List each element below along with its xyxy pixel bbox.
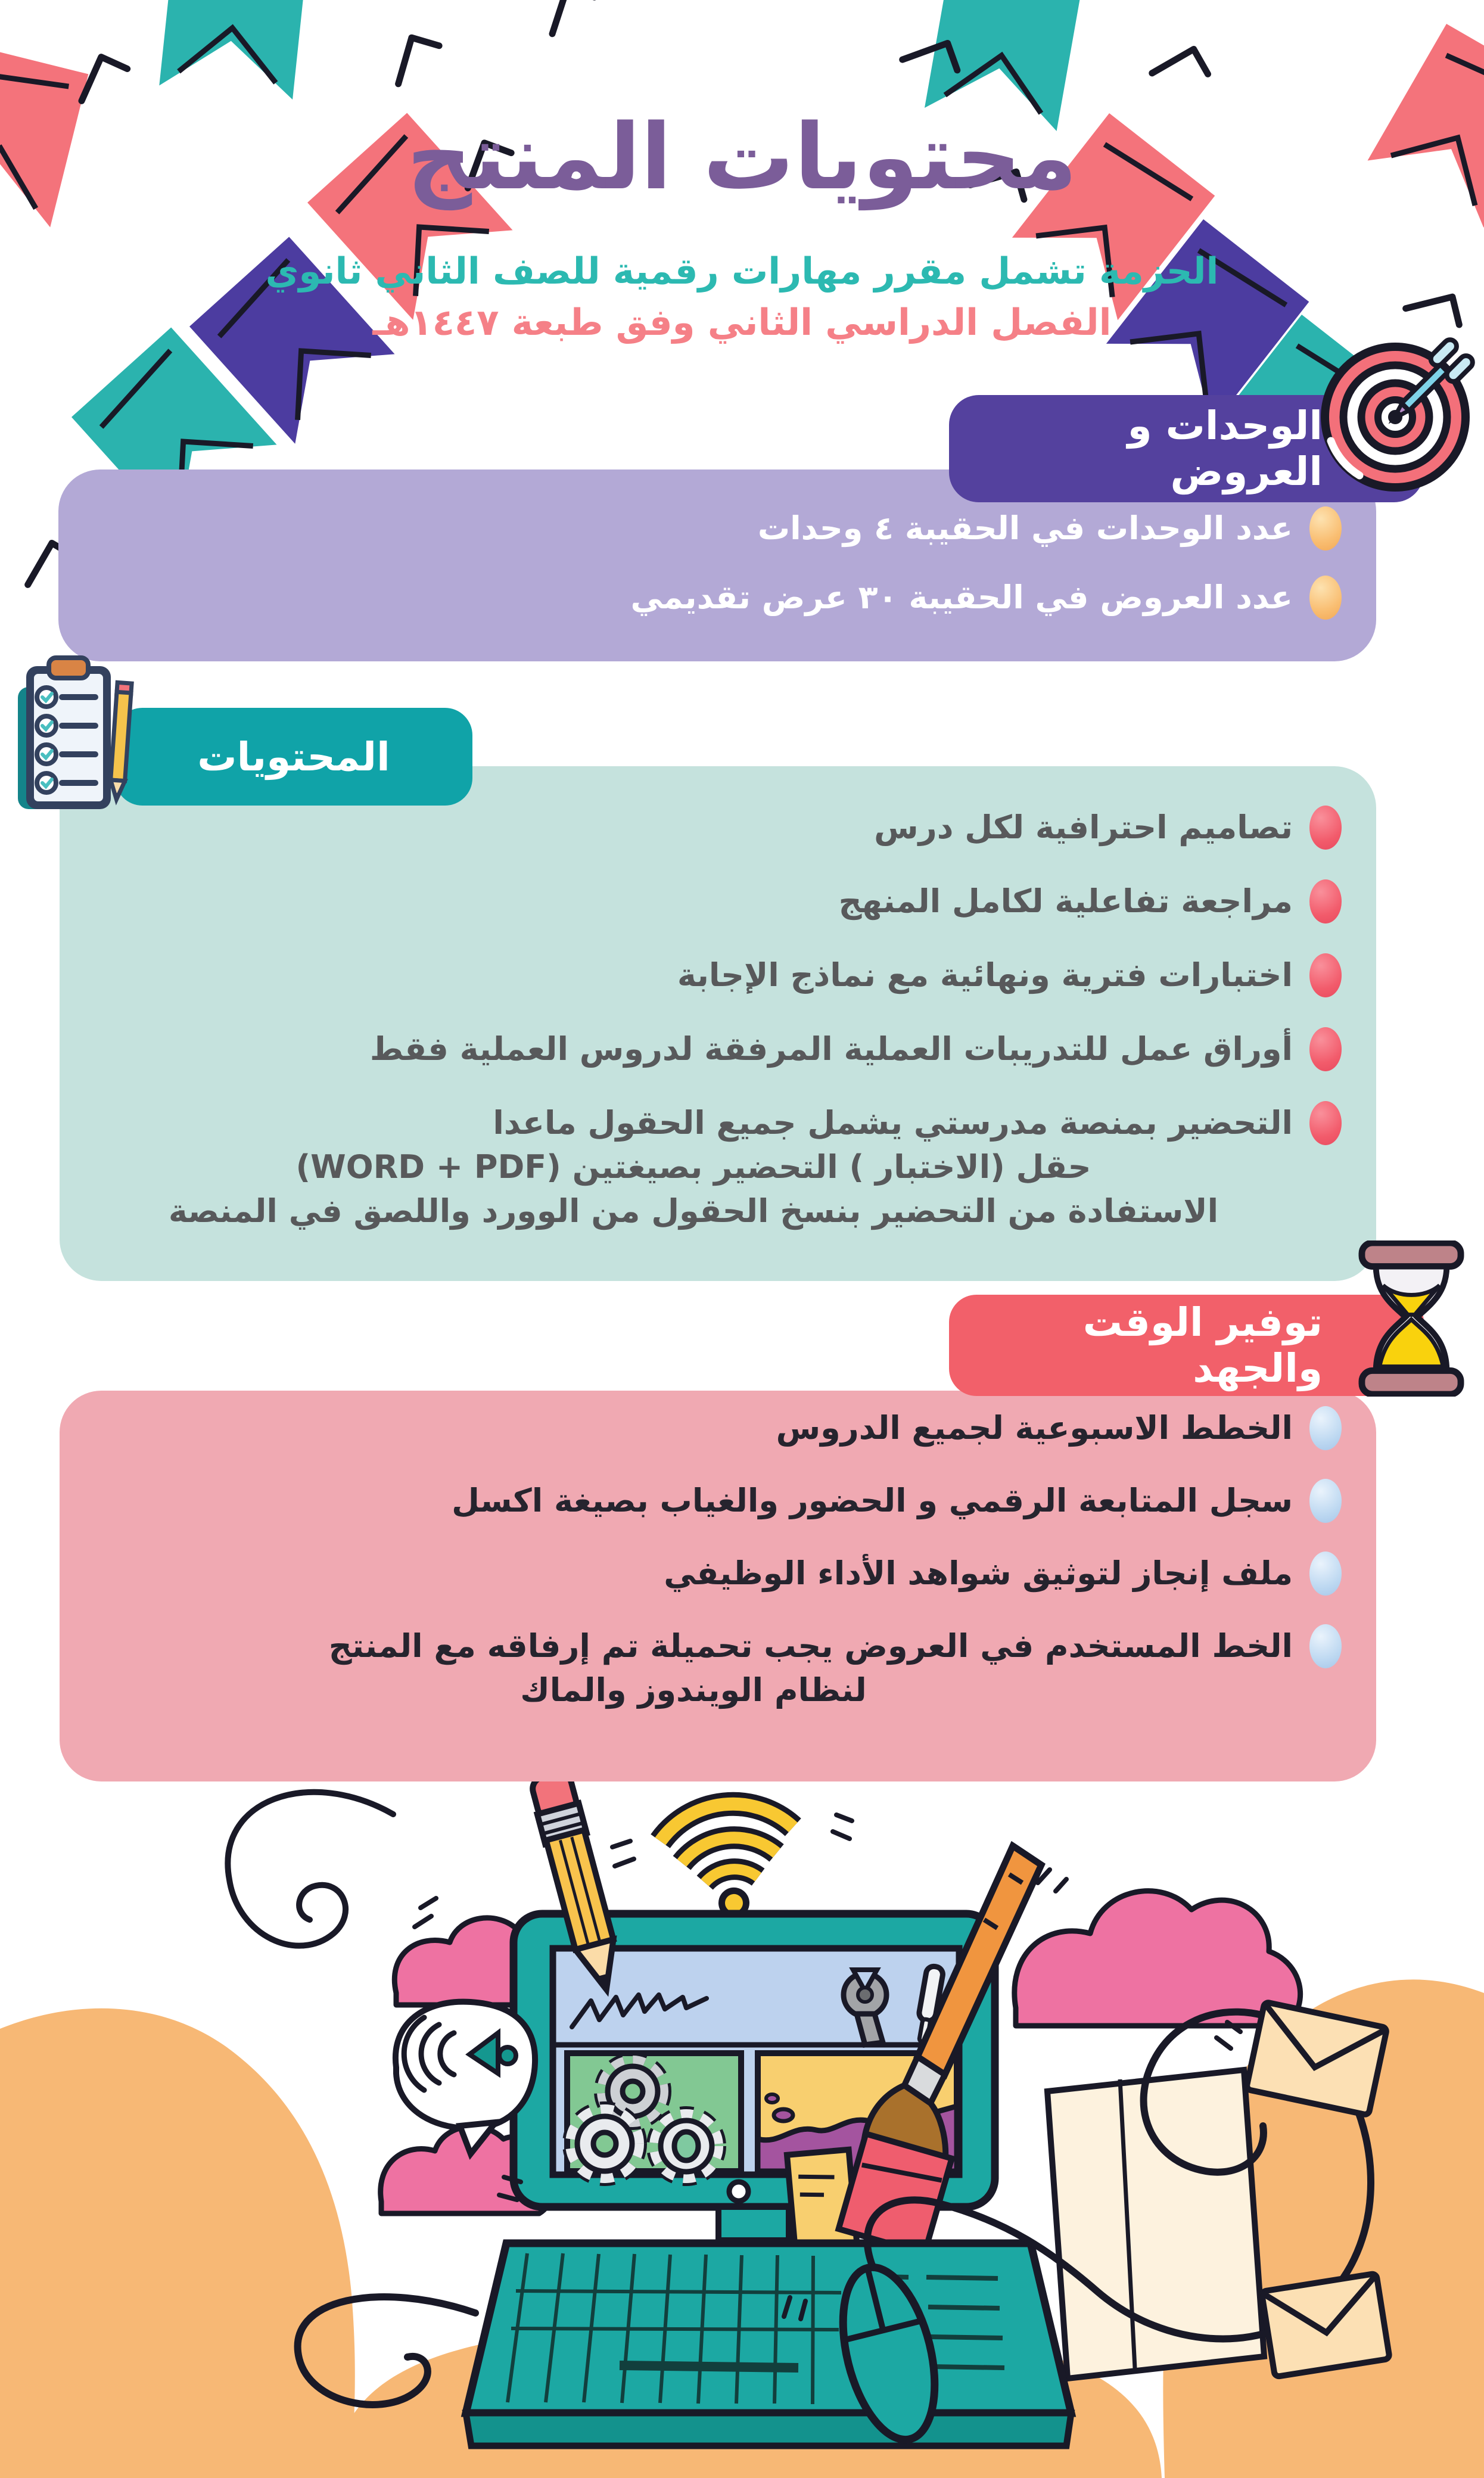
list-item-text: أوراق عمل للتدريبات العملية المرفقة لدروس العملية فقط	[369, 1030, 1293, 1068]
dartboard-target-icon	[1303, 325, 1484, 509]
list-item	[94, 1101, 1342, 1233]
list-item-text: ملف إنجاز لتوثيق شواهد الأداء الوظيفي	[664, 1554, 1293, 1592]
keyboard-icon	[466, 2243, 1071, 2446]
list-item-text: حقل (الاختبار ) التحضير بصيغتين (WORD + PDF)	[295, 1148, 1091, 1186]
section-header-contents	[115, 708, 472, 806]
swirl-line	[228, 1792, 393, 1946]
bullet-icon	[1309, 1552, 1342, 1596]
list-item	[94, 1027, 1342, 1071]
bullet-icon	[1309, 576, 1342, 620]
bullet-icon	[1309, 879, 1342, 924]
list-item	[94, 1479, 1342, 1523]
list-item	[93, 506, 1342, 551]
section-header-time-saving	[949, 1295, 1424, 1396]
bullet-icon	[1309, 1406, 1342, 1450]
hourglass-icon	[1358, 1240, 1464, 1397]
bullet-icon	[1309, 806, 1342, 850]
computer-illustration	[0, 1758, 1484, 2478]
clipboard-checklist-icon	[18, 654, 137, 814]
list-item	[94, 1624, 1342, 1712]
bullet-icon	[1309, 1479, 1342, 1523]
contents-box	[60, 766, 1376, 1281]
list-item-text: لنظام الويندوز والماك	[520, 1671, 867, 1709]
envelope-icon	[1261, 2274, 1389, 2377]
section-header-time-saving-label: توفير الوقت والجهد	[1082, 1299, 1323, 1391]
page-title: محتويات المنتج	[406, 104, 1078, 210]
list-item	[94, 806, 1342, 850]
wifi-icon	[657, 1798, 802, 1926]
list-item-text: اختبارات فترية ونهائية مع نماذج الإجابة	[677, 956, 1293, 994]
bullet-icon	[1309, 506, 1342, 551]
list-item	[94, 879, 1342, 924]
bullet-icon	[1309, 1624, 1342, 1668]
paper-icon	[1047, 2070, 1264, 2378]
bullet-icon	[1309, 1101, 1342, 1145]
list-item-text: عدد العروض في الحقيبة ٣٠ عرض تقديمي	[630, 579, 1293, 616]
list-item-text: تصاميم احترافية لكل درس	[874, 809, 1293, 846]
section-header-units-label: الوحدات و العروض	[1127, 403, 1323, 495]
bullet-icon	[1309, 1027, 1342, 1071]
list-item-text: الخطط الاسبوعية لجميع الدروس	[776, 1409, 1293, 1447]
list-item-text: الاستفادة من التحضير بنسخ الحقول من الوورد واللصق في المنصة	[168, 1192, 1219, 1230]
list-item-text: الخط المستخدم في العروض يجب تحميلة تم إرفاقه مع المنتج	[328, 1627, 1293, 1665]
list-item	[93, 576, 1342, 620]
bullet-icon	[1309, 953, 1342, 997]
time-saving-box	[60, 1391, 1376, 1781]
list-item-text: سجل المتابعة الرقمي و الحضور والغياب بصيغة اكسل	[452, 1482, 1293, 1519]
subtitle-line-1: الحزمة تشمل مقرر مهارات رقمية للصف الثاني ثانوي	[265, 250, 1219, 293]
list-item	[94, 953, 1342, 997]
section-header-contents-label: المحتويات	[197, 733, 390, 780]
list-item	[94, 1406, 1342, 1450]
list-item-text: عدد الوحدات في الحقيبة ٤ وحدات	[757, 509, 1293, 547]
list-item-text: التحضير بمنصة مدرستي يشمل جميع الحقول ماعدا	[493, 1104, 1293, 1142]
subtitle-line-2: الفصل الدراسي الثاني وفق طبعة ١٤٤٧هـ	[372, 301, 1112, 344]
list-item-text: مراجعة تفاعلية لكامل المنهج	[838, 882, 1293, 920]
list-item	[94, 1552, 1342, 1596]
